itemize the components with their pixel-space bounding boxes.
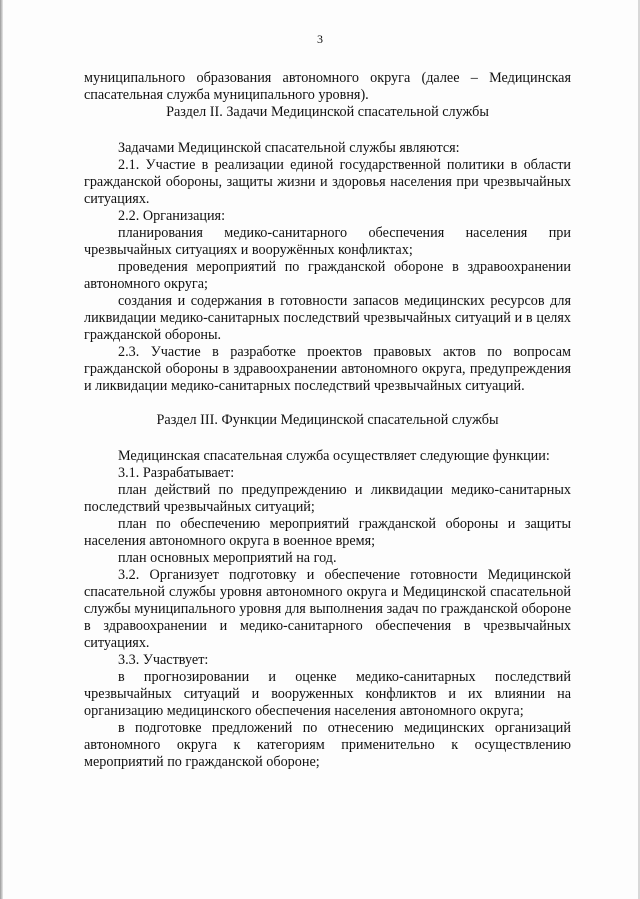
item-2-1: 2.1. Участие в реализации единой государственной политики в области гражданской обороны, защиты жизни и здоровья населения при чрезвычайных ситуациях. [84, 157, 571, 207]
document-body [84, 70, 571, 771]
item-3-1-a: план действий по предупреждению и ликвидации медико-санитарных последствий чрезвычайных ситуаций; [84, 482, 571, 515]
section-2-heading: Раздел II. Задачи Медицинской спасательной службы [166, 104, 489, 120]
item-2-2: 2.2. Организация: [118, 208, 226, 224]
item-2-2-b: проведения мероприятий по гражданской обороне в здравоохранении автономного округа; [84, 259, 571, 292]
item-3-3-b: в подготовке предложений по отнесению медицинских организаций автономного округа к категориям применительно к осуществлению мероприятий по гражданской обороне; [84, 720, 571, 770]
item-3-1-c: план основных мероприятий на год. [118, 550, 337, 566]
item-2-3: 2.3. Участие в разработке проектов правовых актов по вопросам гражданской обороны в здравоохранении автономного округа, предупреждения и ликвидации медико-санитарных последствий чрезвычайных ситуаций. [84, 344, 571, 394]
item-3-3: 3.3. Участвует: [118, 652, 209, 668]
item-3-2: 3.2. Организует подготовку и обеспечение готовности Медицинской спасательной службы уровня автономного округа и Медицинской спасательной службы муниципального уровня для выполнения задач по гражданской обороне в здравоохранении и медико-санитарного обеспечения в чрезвычайных ситуациях. [84, 567, 571, 651]
continuation-paragraph: муниципального образования автономного округа (далее – Медицинская спасательная служба муниципального уровня). [84, 70, 571, 103]
item-2-2-a: планирования медико-санитарного обеспечения населения при чрезвычайных ситуациях и вооружённых конфликтах; [84, 225, 571, 258]
page-number: 3 [317, 32, 323, 46]
section-2-intro: Задачами Медицинской спасательной службы являются: [118, 140, 460, 156]
section-3-intro: Медицинская спасательная служба осуществляет следующие функции: [118, 448, 550, 464]
item-3-1: 3.1. Разрабатывает: [118, 465, 235, 481]
section-3-heading: Раздел III. Функции Медицинской спасательной службы [156, 412, 499, 428]
item-3-3-a: в прогнозировании и оценке медико-санитарных последствий чрезвычайных ситуаций и вооруженных конфликтов и их влиянии на организацию медицинского обеспечения населения автономного округа; [84, 669, 571, 719]
item-3-1-b: план по обеспечению мероприятий гражданской обороны и защиты населения автономного округа в военное время; [84, 516, 571, 549]
scan-edge-left [0, 0, 3, 899]
item-2-2-c: создания и содержания в готовности запасов медицинских ресурсов для ликвидации медико-санитарных последствий чрезвычайных ситуаций и в целях гражданской обороны. [84, 293, 571, 343]
